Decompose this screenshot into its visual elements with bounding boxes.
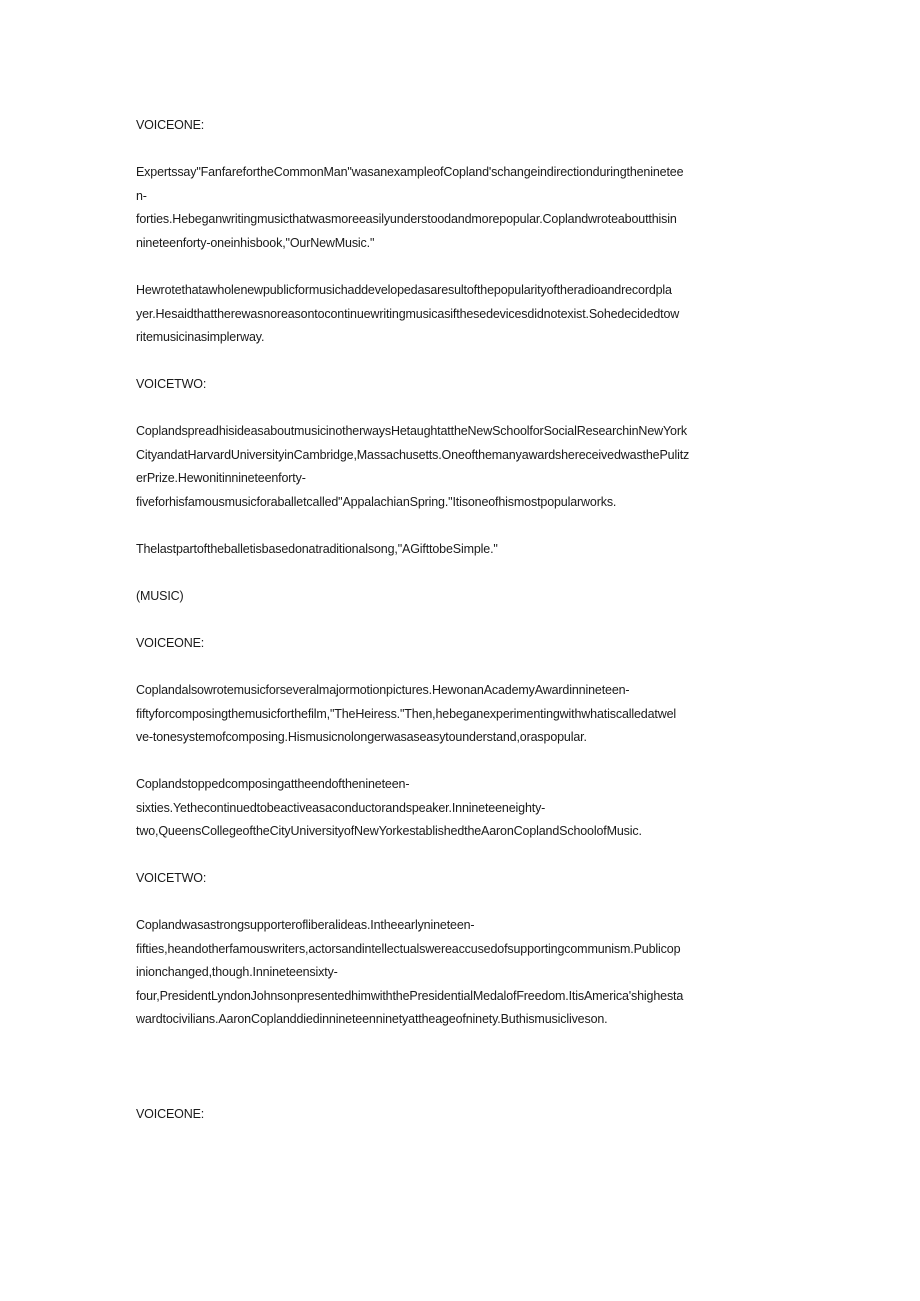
text-line: yer.Hesaidthattherewasnoreasontocontinuewritingmusicasifthesedevicesdidnotexist.Sohedecidedtow — [136, 306, 680, 321]
text-line: Coplandstoppedcomposingattheendofthenineteen- — [136, 777, 410, 791]
speaker-label — [136, 632, 784, 656]
text-line: VOICEONE: — [136, 118, 205, 132]
speaker-label — [136, 373, 784, 397]
text-line: nineteenforty-oneinhisbook,"OurNewMusic." — [136, 235, 375, 250]
paragraph — [136, 679, 784, 750]
text-line: ritemusicinasimplerway. — [136, 330, 265, 344]
text-line: forties.Hebeganwritingmusicthatwasmoreeasilyunderstoodandmorepopular.Coplandwroteaboutthisin — [136, 212, 677, 226]
paragraph — [136, 914, 784, 1032]
paragraph — [136, 279, 784, 350]
text-line: Expertssay"FanfarefortheCommonMan"wasanexampleofCopland'schangeindirectionduringtheninetee — [136, 165, 684, 179]
text-line: fiftyforcomposingthemusicforthefilm,"TheHeiress."Then,hebeganexperimentingwithwhatiscalledatwel — [136, 706, 677, 721]
speaker-label — [136, 114, 784, 138]
text-line: CityandatHarvardUniversityinCambridge,Massachusetts.OneofthemanyawardshereceivedwasthePulitz — [136, 447, 690, 462]
text-line: wardtocivilians.AaronCoplanddiedinnineteenninetyattheageofninety.Buthismusicliveson. — [136, 1012, 608, 1026]
text-line: VOICETWO: — [136, 377, 207, 391]
text-line: ve-tonesystemofcomposing.Hismusicnolongerwasaseasytounderstand,oraspopular. — [136, 730, 587, 744]
text-line: Coplandwasastrongsupporterofliberalideas.Intheearlynineteen- — [136, 918, 475, 932]
text-line: fifties,heandotherfamouswriters,actorsandintellectualswereaccusedofsupportingcommunism.Publicop — [136, 941, 681, 956]
text-line: Coplandalsowrotemusicforseveralmajormotionpictures.HewonanAcademyAwardinnineteen- — [136, 683, 630, 697]
text-line: Thelastpartoftheballetisbasedonatraditionalsong,"AGifttobeSimple." — [136, 542, 498, 556]
text-line: two,QueensCollegeoftheCityUniversityofNewYorkestablishedtheAaronCoplandSchoolofMusic. — [136, 824, 642, 838]
paragraph — [136, 161, 784, 255]
paragraph — [136, 420, 784, 514]
text-line: sixties.Yethecontinuedtobeactiveasaconductorandspeaker.Innineteeneighty- — [136, 800, 546, 815]
text-line: erPrize.Hewonitinnineteenforty- — [136, 471, 306, 485]
text-line: CoplandspreadhisideasaboutmusicinotherwaysHetaughtattheNewSchoolforSocialResearchinNewYork — [136, 424, 687, 438]
text-line: n- — [136, 188, 147, 203]
paragraph — [136, 538, 784, 562]
text-line: VOICEONE: — [136, 1107, 205, 1121]
text-line: four,PresidentLyndonJohnsonpresentedhimwiththePresidentialMedalofFreedom.ItisAmerica'shighesta — [136, 988, 684, 1003]
text-line: VOICEONE: — [136, 636, 205, 650]
text-line: Hewrotethatawholenewpublicformusichaddevelopedasaresultofthepopularityoftheradioandrecordpla — [136, 283, 672, 297]
speaker-label — [136, 867, 784, 891]
text-line: inionchanged,though.Innineteensixty- — [136, 965, 338, 979]
music-cue — [136, 585, 784, 609]
text-line: (MUSIC) — [136, 589, 184, 603]
text-line: VOICETWO: — [136, 871, 207, 885]
speaker-label — [136, 1103, 784, 1127]
paragraph — [136, 773, 784, 844]
text-line: fiveforhisfamousmusicforaballetcalled"AppalachianSpring."Itisoneofhismostpopularworks. — [136, 494, 617, 509]
